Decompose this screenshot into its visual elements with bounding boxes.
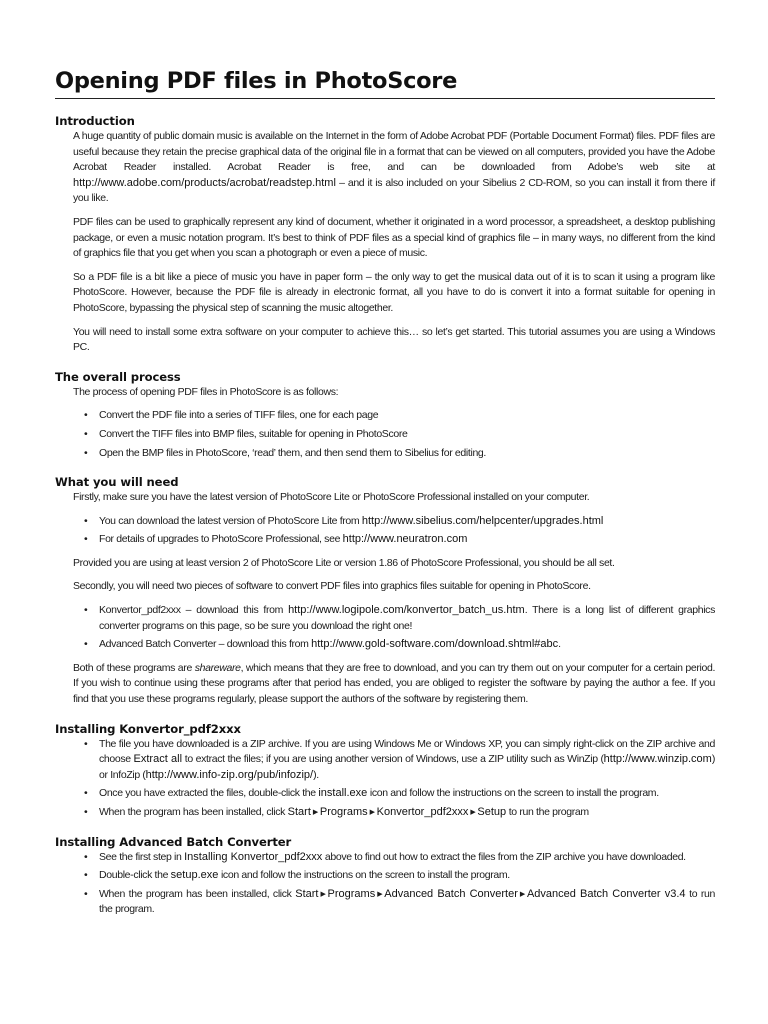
- list-item: • You can download the latest version of PhotoScore Lite from http://www.sibelius.com/helpcenter/upgrades.html: [99, 514, 715, 530]
- section-reference: Installing Konvertor_pdf2xxx: [184, 850, 323, 863]
- bullet-list: [73, 408, 715, 461]
- list-item: • Double-click the setup.exe icon and follow the instructions on the screen to install the program.: [99, 868, 715, 884]
- section-body: [73, 490, 715, 708]
- section-body: [73, 850, 715, 918]
- list-item: • Konvertor_pdf2xxx – download this from http://www.logipole.com/konvertor_batch_us.htm. There is a long list of different graphics converter programs on this page, so be sure you download the right one!: [99, 603, 715, 634]
- section-heading: Installing Konvertor_pdf2xxx: [55, 721, 241, 736]
- menu-arrow-icon: ▶: [320, 890, 326, 898]
- extract-all-command: Extract all: [133, 753, 183, 766]
- sibelius-link[interactable]: http://www.sibelius.com/helpcenter/upgrades.html: [361, 514, 604, 527]
- bullet-list: [73, 850, 715, 918]
- setup-exe-filename: setup.exe: [170, 869, 219, 882]
- paragraph: Secondly, you will need two pieces of software to convert PDF files into graphics files suitable for opening in PhotoScore.: [73, 580, 591, 593]
- section-heading: Installing Advanced Batch Converter: [55, 834, 292, 849]
- paragraph: The process of opening PDF files in PhotoScore is as follows:: [73, 385, 339, 398]
- winzip-link[interactable]: http://www.winzip.com: [603, 753, 712, 766]
- paragraph: Both of these programs are shareware, which means that they are free to download, and you can try them out on your computer for a certain period. If you wish to continue using these programs after that period has ended, you are obliged to register the software by paying the author a fee. If you find that you use these programs regularly, please support the authors of the software by registering them.: [73, 661, 716, 706]
- logipole-link[interactable]: http://www.logipole.com/konvertor_batch_us.htm: [288, 604, 525, 617]
- list-item: • For details of upgrades to PhotoScore Professional, see http://www.neuratron.com: [99, 532, 715, 548]
- menu-arrow-icon: ▶: [312, 809, 318, 816]
- document-content: [55, 68, 715, 926]
- gold-software-link[interactable]: http://www.gold-software.com/download.shtml#abc: [311, 638, 559, 651]
- paragraph: Provided you are using at least version 2 of PhotoScore Lite or version 1.86 of PhotoScore Professional, you should be all set.: [73, 556, 615, 569]
- section-overall-process: [55, 370, 715, 461]
- list-item: • Convert the PDF file into a series of TIFF files, one for each page: [99, 408, 715, 424]
- list-item: • Advanced Batch Converter – download this from http://www.gold-software.com/download.shtml#abc.: [99, 637, 715, 653]
- paragraph: PDF files can be used to graphically represent any kind of document, whether it originated in a word processor, a spreadsheet, a desktop publishing package, or even a music notation program. It’s best to think of PDF files as a special kind of graphics file – in many ways, no different from the kind of graphics file that you get when you scan a photograph or even a piece of music.: [73, 215, 715, 260]
- section-body: [73, 385, 715, 461]
- section-body: [73, 737, 715, 821]
- list-item: • When the program has been installed, click Start ▶ Programs ▶ Konvertor_pdf2xxx ▶ Setup to run the program: [99, 805, 715, 821]
- paragraph: So a PDF file is a bit like a piece of music you have in paper form – the only way to get the musical data out of it is to scan it using a program like PhotoScore. However, because the PDF file is already in electronic format, all you have to do is convert it into a format suitable for opening in PhotoScore, bypassing the physical step of scanning the music altogether.: [73, 270, 715, 314]
- menu-arrow-icon: ▶: [470, 809, 476, 816]
- install-exe-filename: install.exe: [318, 787, 368, 800]
- infozip-link[interactable]: http://www.info-zip.org/pub/infozip/: [145, 768, 314, 781]
- neuratron-link[interactable]: http://www.neuratron.com: [342, 533, 468, 546]
- paragraph: Firstly, make sure you have the latest version of PhotoScore Lite or PhotoScore Professional installed on your computer.: [73, 491, 590, 504]
- list-item: • See the first step in Installing Konvertor_pdf2xxx above to find out how to extract the files from the ZIP archive you have downloaded.: [99, 850, 715, 866]
- adobe-link[interactable]: http://www.adobe.com/products/acrobat/readstep.html: [73, 176, 336, 189]
- paragraph: A huge quantity of public domain music is available on the Internet in the form of Adobe Acrobat PDF (Portable Document Format) files. PDF files are useful because they retain the precise graphical data of the original file in a format that can be viewed on all computers, provided you have the Adobe Acrobat Reader installed. Acrobat Reader is free, and can be downloaded from Adobe’s web site at http://www.adobe.com/products/acrobat/readstep.html – and it is also included on your Sibelius 2 CD-ROM, so you can install it from there if you like.: [73, 130, 715, 205]
- section-heading: The overall process: [55, 369, 181, 384]
- menu-arrow-icon: ▶: [519, 890, 525, 898]
- section-body: [73, 129, 715, 356]
- page-title: Opening PDF files in PhotoScore: [55, 68, 715, 99]
- bullet-list: [73, 737, 715, 821]
- list-item: • Open the BMP files in PhotoScore, ‘read’ them, and then send them to Sibelius for editing.: [99, 446, 715, 462]
- section-heading: Introduction: [55, 114, 135, 128]
- section-installing-abc: [55, 835, 715, 918]
- bullet-list: [73, 514, 715, 548]
- section-introduction: [55, 114, 715, 356]
- list-item: • Once you have extracted the files, double-click the install.exe icon and follow the instructions on the screen to install the program.: [99, 786, 715, 802]
- list-item: • When the program has been installed, click Start ▶ Programs ▶ Advanced Batch Converter ▶ Advanced Batch Converter v3.4 to run the program.: [99, 887, 715, 918]
- section-heading: What you will need: [55, 475, 179, 490]
- paragraph: You will need to install some extra software on your computer to achieve this… so let’s get started. This tutorial assumes you are using a Windows PC.: [73, 325, 715, 354]
- section-installing-konvertor: [55, 722, 715, 821]
- section-what-you-will-need: [55, 475, 715, 708]
- list-item: • Convert the TIFF files into BMP files, suitable for opening in PhotoScore: [99, 427, 715, 443]
- menu-arrow-icon: ▶: [369, 809, 375, 816]
- bullet-list: [73, 603, 715, 653]
- list-item: • The file you have downloaded is a ZIP archive. If you are using Windows Me or Windows XP, you can simply right-click on the ZIP archive and choose Extract all to extract the files; if you are using another version of Windows, use a ZIP utility such as WinZip (http://www.winzip.com) or InfoZip (http://www.info-zip.org/pub/infozip/).: [99, 737, 715, 784]
- menu-arrow-icon: ▶: [377, 890, 383, 898]
